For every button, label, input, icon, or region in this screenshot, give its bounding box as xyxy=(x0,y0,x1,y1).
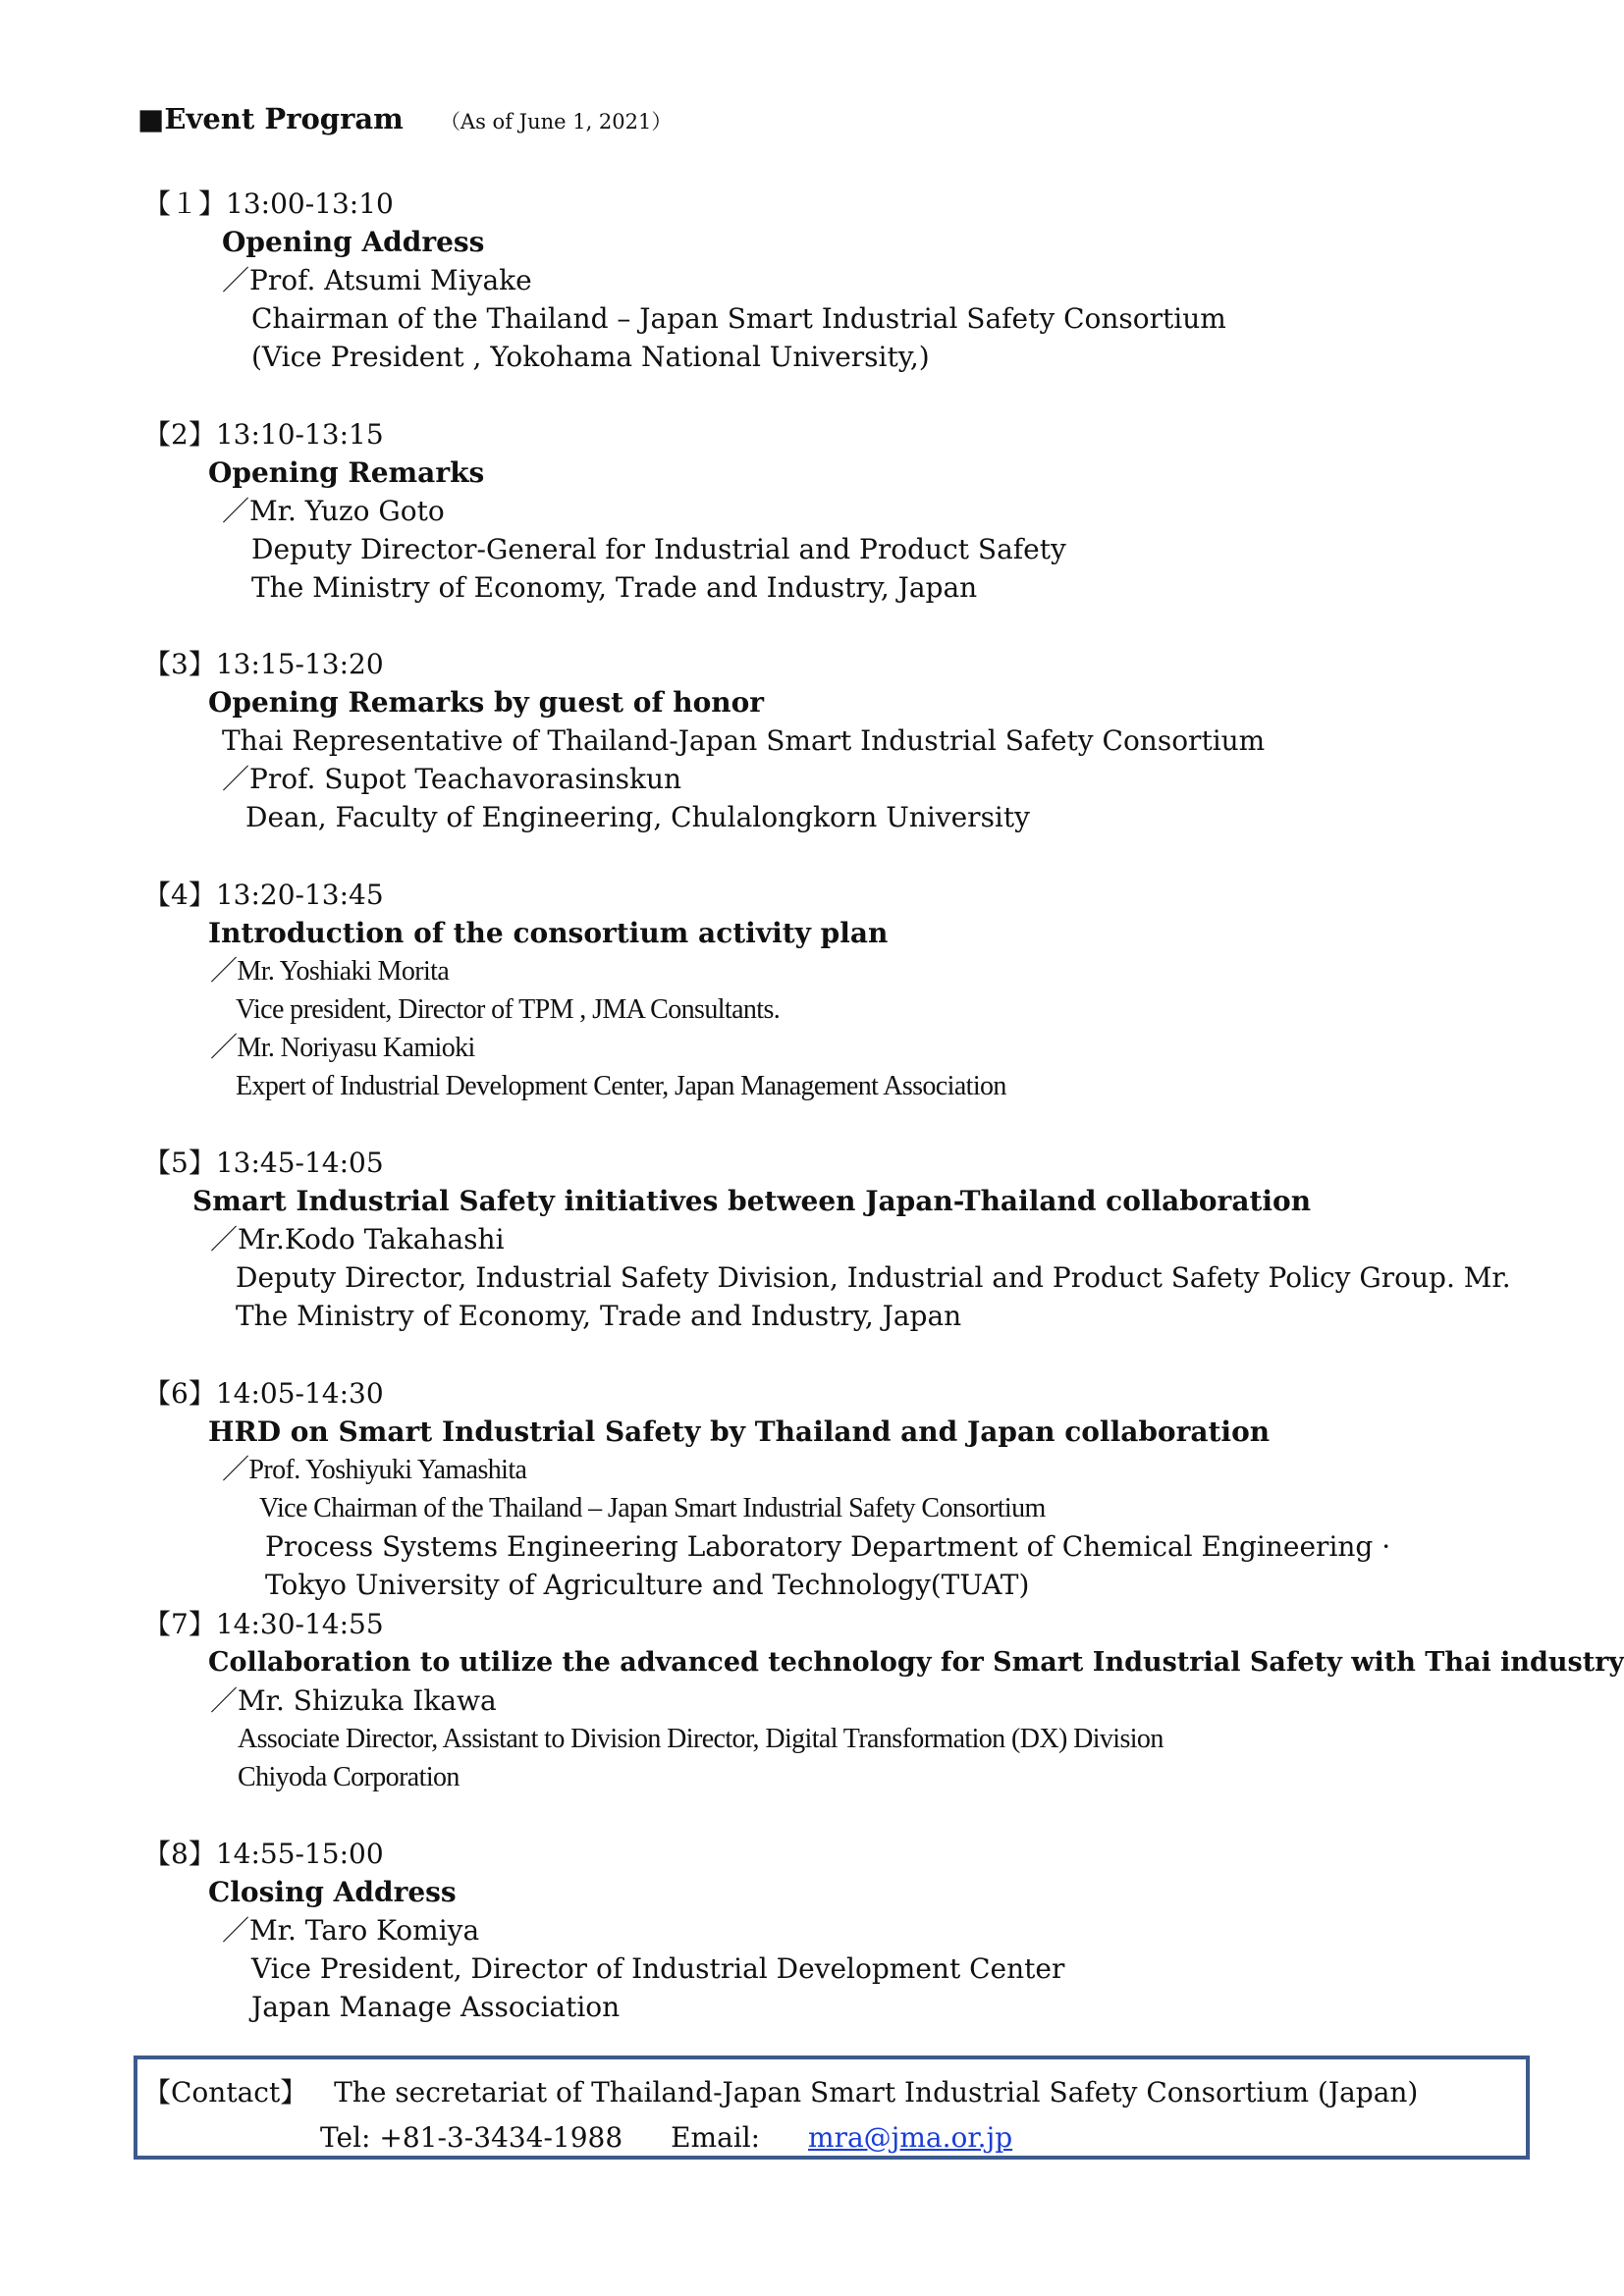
contact-email-label: Email: xyxy=(671,2121,761,2154)
speaker-affiliation: The Ministry of Economy, Trade and Industry, Japan xyxy=(251,571,978,604)
item-time: 14:30-14:55 xyxy=(215,1608,384,1640)
speaker-affiliation: (Vice President , Yokohama National University,) xyxy=(251,341,930,373)
item-title: Opening Remarks xyxy=(208,456,485,489)
speaker-name: ／Mr. Noriyasu Kamioki xyxy=(210,1033,475,1063)
speaker-affiliation: Thai Representative of Thailand-Japan Smart Industrial Safety Consortium xyxy=(222,724,1266,757)
speaker-name: ／Mr.Kodo Takahashi xyxy=(210,1223,505,1255)
as-of-date: （As of June 1, 2021） xyxy=(439,110,673,133)
item-title: Introduction of the consortium activity plan xyxy=(208,917,889,949)
item-title: Smart Industrial Safety initiatives between Japan-Thailand collaboration xyxy=(192,1185,1312,1217)
contact-label: 【Contact】 xyxy=(143,2076,308,2109)
speaker-name: ／Prof. Supot Teachavorasinskun xyxy=(222,763,682,795)
speaker-affiliation: Deputy Director-General for Industrial and Product Safety xyxy=(251,533,1066,565)
item-title: Opening Remarks by guest of honor xyxy=(208,686,765,719)
item-number: 【2】 xyxy=(143,418,216,451)
contact-line xyxy=(143,2075,1418,2110)
item-time: 13:10-13:15 xyxy=(215,418,384,451)
speaker-name: ／Prof. Yoshiyuki Yamashita xyxy=(222,1455,527,1485)
contact-email-link[interactable]: mra@jma.or.jp xyxy=(808,2121,1013,2154)
item-title: Closing Address xyxy=(208,1876,457,1908)
speaker-affiliation: Vice Chairman of the Thailand – Japan Smart Industrial Safety Consortium xyxy=(259,1493,1046,1523)
speaker-affiliation: Japan Manage Association xyxy=(251,1991,621,2023)
speaker-affiliation: Vice president, Director of TPM , JMA Consultants. xyxy=(236,994,781,1025)
speaker-name: ／Mr. Taro Komiya xyxy=(222,1914,480,1947)
contact-details xyxy=(320,2120,1012,2156)
speaker-affiliation: The Ministry of Economy, Trade and Industry, Japan xyxy=(236,1300,962,1332)
speaker-affiliation: Dean, Faculty of Engineering, Chulalongkorn University xyxy=(245,801,1030,833)
speaker-name: ／Mr. Yoshiaki Morita xyxy=(210,956,450,987)
item-time: 13:15-13:20 xyxy=(215,648,384,680)
speaker-name: ／Mr. Yuzo Goto xyxy=(222,495,445,527)
speaker-affiliation: Expert of Industrial Development Center, Japan Management Association xyxy=(236,1071,1006,1101)
speaker-name: ／Prof. Atsumi Miyake xyxy=(222,264,532,296)
page-title: ■Event Program xyxy=(137,102,404,135)
event-program-header xyxy=(137,102,672,135)
item-number: 【8】 xyxy=(143,1838,216,1870)
item-number: 【4】 xyxy=(143,879,216,911)
item-time: 13:00-13:10 xyxy=(226,187,394,220)
speaker-affiliation: Chairman of the Thailand – Japan Smart Industrial Safety Consortium xyxy=(251,302,1226,335)
speaker-affiliation: Chiyoda Corporation xyxy=(238,1762,460,1792)
contact-tel: Tel: +81-3-3434-1988 xyxy=(320,2121,623,2154)
item-title: Opening Address xyxy=(222,226,485,258)
item-title: HRD on Smart Industrial Safety by Thailand and Japan collaboration xyxy=(208,1415,1271,1448)
speaker-affiliation: Process Systems Engineering Laboratory Department of Chemical Engineering · xyxy=(265,1530,1391,1563)
speaker-affiliation: Tokyo University of Agriculture and Technology(TUAT) xyxy=(265,1569,1030,1601)
item-number: 【7】 xyxy=(143,1608,216,1640)
speaker-affiliation: Vice President, Director of Industrial Development Center xyxy=(251,1952,1065,1985)
speaker-affiliation: Deputy Director, Industrial Safety Division, Industrial and Product Safety Policy Group. Mr. xyxy=(236,1261,1511,1294)
item-number: 【１】 xyxy=(143,187,227,220)
item-time: 13:45-14:05 xyxy=(215,1147,384,1179)
item-time: 14:05-14:30 xyxy=(215,1377,384,1410)
item-time: 13:20-13:45 xyxy=(215,879,384,911)
item-time: 14:55-15:00 xyxy=(215,1838,384,1870)
item-number: 【5】 xyxy=(143,1147,216,1179)
speaker-affiliation: Associate Director, Assistant to Division Director, Digital Transformation (DX) Division xyxy=(238,1724,1164,1754)
item-number: 【3】 xyxy=(143,648,216,680)
contact-organization: The secretariat of Thailand-Japan Smart Industrial Safety Consortium (Japan) xyxy=(334,2076,1419,2109)
item-number: 【6】 xyxy=(143,1377,216,1410)
speaker-name: ／Mr. Shizuka Ikawa xyxy=(210,1684,497,1717)
item-title: Collaboration to utilize the advanced technology for Smart Industrial Safety with Thai industry xyxy=(208,1647,1624,1678)
